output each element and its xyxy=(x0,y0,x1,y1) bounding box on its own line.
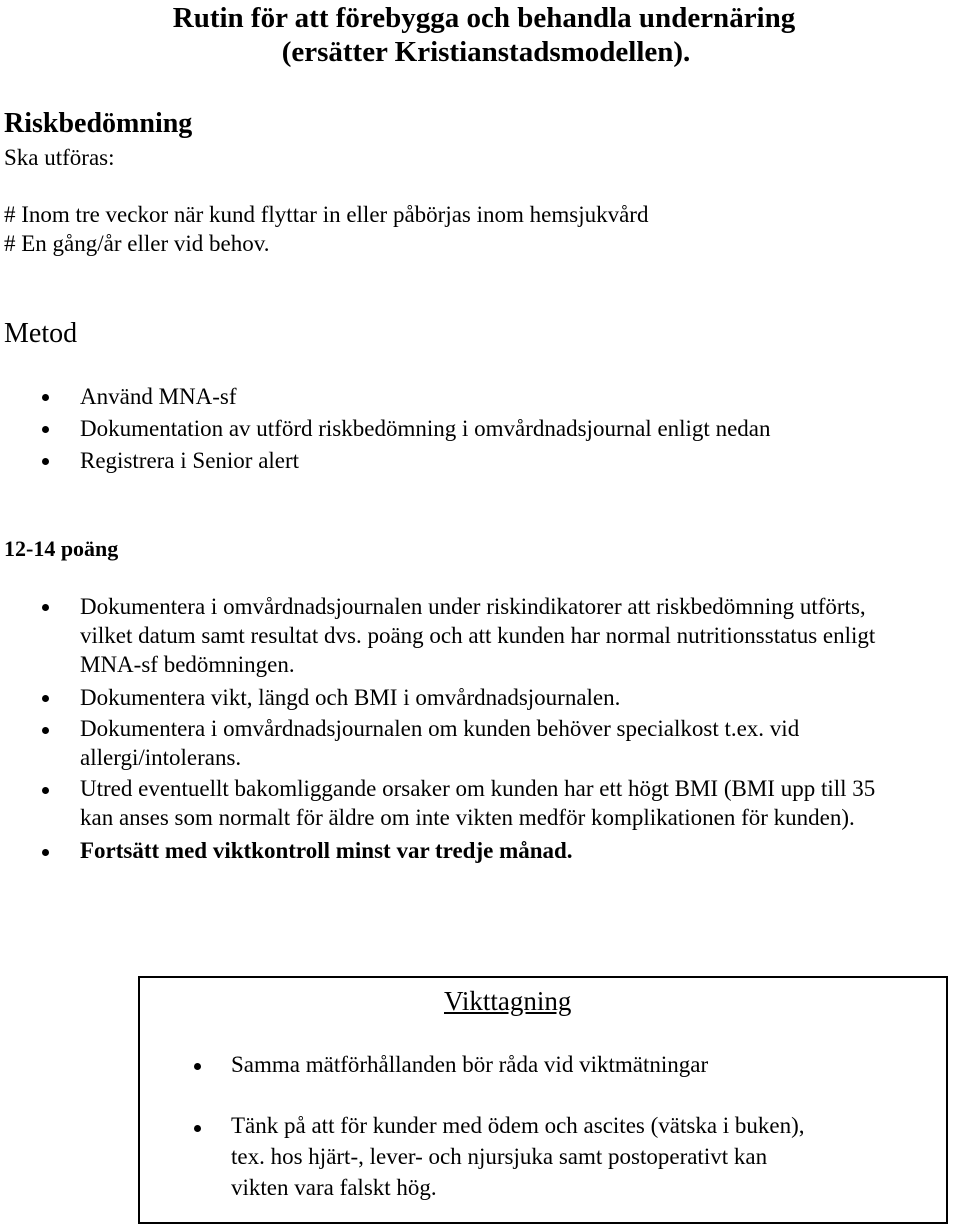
vikttagning-item-line: Tänk på att för kunder med ödem och ascites (vätska i buken), xyxy=(231,1113,805,1138)
poang-item-line: kan anses som normalt för äldre om inte vikten medför komplikationen för kunden). xyxy=(80,805,855,830)
poang-item-line: vilket datum samt resultat dvs. poäng och att kunden har normal nutritionsstatus enligt xyxy=(80,623,876,648)
bullet-icon xyxy=(42,394,49,401)
bullet-icon xyxy=(194,1063,201,1070)
bullet-icon xyxy=(42,787,49,794)
vikttagning-heading: Vikttagning xyxy=(444,986,572,1016)
poang-item-line: Fortsätt med viktkontroll minst var tredje månad. xyxy=(80,838,573,863)
metod-heading: Metod xyxy=(4,318,78,349)
poang-item-line: Utred eventuellt bakomliggande orsaker om kunden har ett högt BMI (BMI upp till 35 xyxy=(80,776,876,801)
document-title-line-1: Rutin för att förebygga och behandla undernäring xyxy=(172,2,796,34)
bullet-icon xyxy=(42,849,49,856)
metod-item-text: Dokumentation av utförd riskbedömning i omvårdnadsjournal enligt nedan xyxy=(80,416,771,441)
poang-item-line: Dokumentera vikt, längd och BMI i omvårdnadsjournalen. xyxy=(80,685,621,710)
bullet-icon xyxy=(42,695,49,702)
riskbedomning-line: # Inom tre veckor när kund flyttar in eller påbörjas inom hemsjukvård xyxy=(4,202,649,227)
metod-item-text: Registrera i Senior alert xyxy=(80,448,300,473)
bullet-icon xyxy=(42,458,49,465)
poang-item-line: allergi/intolerans. xyxy=(80,745,242,770)
vikttagning-item-line: Samma mätförhållanden bör råda vid viktmätningar xyxy=(231,1052,709,1077)
poang-heading: 12-14 poäng xyxy=(4,536,119,561)
poang-item-line: MNA-sf bedömningen. xyxy=(80,652,295,677)
metod-item-text: Använd MNA-sf xyxy=(80,384,237,409)
poang-item-line: Dokumentera i omvårdnadsjournalen under riskindikatorer att riskbedömning utförts, xyxy=(80,594,866,619)
bullet-icon xyxy=(194,1125,201,1132)
bullet-icon xyxy=(42,426,49,433)
poang-item-line: Dokumentera i omvårdnadsjournalen om kunden behöver specialkost t.ex. vid xyxy=(80,716,800,741)
vikttagning-item-line: tex. hos hjärt-, lever- och njursjuka samt postoperativt kan xyxy=(231,1144,768,1169)
bullet-icon xyxy=(42,727,49,734)
riskbedomning-heading: Riskbedömning xyxy=(4,108,193,139)
vikttagning-item-line: vikten vara falskt hög. xyxy=(231,1175,437,1200)
riskbedomning-line: # En gång/år eller vid behov. xyxy=(4,231,270,256)
document-title-line-2: (ersätter Kristianstadsmodellen). xyxy=(281,36,691,68)
bullet-icon xyxy=(42,604,49,611)
riskbedomning-subheading: Ska utföras: xyxy=(4,145,115,170)
